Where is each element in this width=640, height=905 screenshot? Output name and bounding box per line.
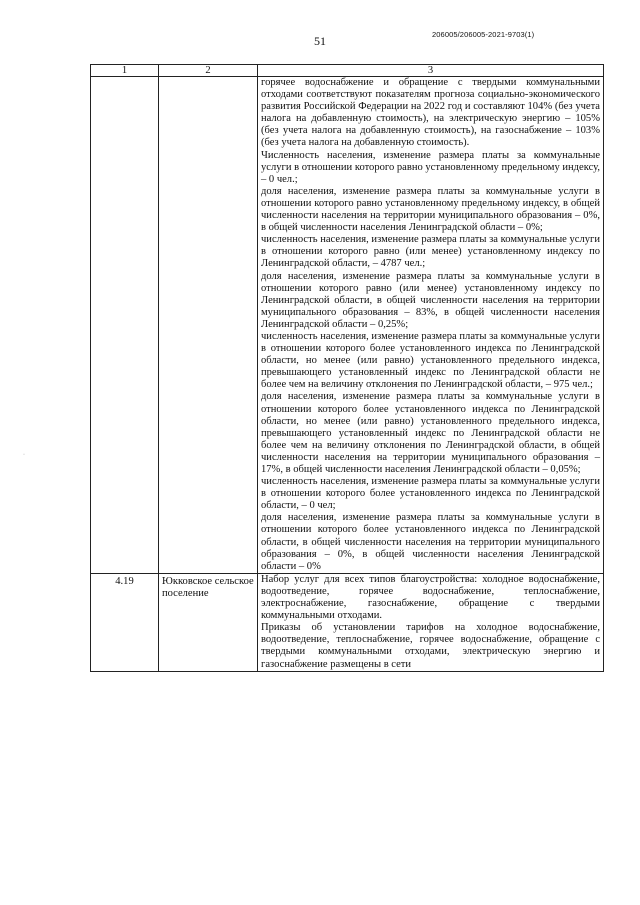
- paragraph: доля населения, изменение размера платы за коммунальные услуги в отношении которого более установленного индекса по Ленинградской области, в общей численности населения на территории муниципального образования – 0%, в общей численности населения Ленинградской области – 0%: [261, 512, 600, 572]
- cell-name-empty: [159, 77, 258, 574]
- cell-text-continuation: [258, 77, 604, 574]
- table-row-4-19: [91, 573, 604, 671]
- header-col-1: 1: [91, 65, 159, 77]
- paragraph: численность населения, изменение размера платы за коммунальные услуги в отношении которого более установленного индекса по Ленинградской области, но менее (или равно) установленного предельного индекса, превышающего установленный индекс по Ленинградской области не более чем на величину отклонения по Ленинградской области, – 975 чел.;: [261, 330, 600, 391]
- paragraph: горячее водоснабжение и обращение с твердыми коммунальными отходами соответствуют показателям прогноза социально-экономического развития Российской Федерации на 2022 год и составляют 104% (без учета налога на добавленную стоимость), на электрическую энергию – 105% (без учета налога на добавленную стоимость), на газоснабжение – 103% (без учета налога на добавленную стоимость).: [261, 77, 600, 149]
- header-col-2: 2: [159, 65, 258, 77]
- margin-mark: ·: [23, 452, 25, 458]
- paragraph: доля населения, изменение размера платы за коммунальные услуги в отношении которого равно (или менее) установленному индексу по Ленинградской области, в общей численности населения на территории муниципального образования – 83%, в общей численности населения Ленинградской области – 0,25%;: [261, 270, 600, 330]
- paragraph: численность населения, изменение размера платы за коммунальные услуги в отношении которого более установленного индекса по Ленинградской области, – 0 чел;: [261, 476, 600, 512]
- paragraph: численность населения, изменение размера платы за коммунальные услуги в отношении которого равно (или менее) установленному индексу по Ленинградской области, – 4787 чел.;: [261, 234, 600, 270]
- cell-row-text: [258, 573, 604, 671]
- cell-municipality-name: Юкковское сельское поселение: [159, 573, 258, 671]
- content-table: [90, 64, 604, 672]
- paragraph: Приказы об установлении тарифов на холодное водоснабжение, водоотведение, теплоснабжение, горячее водоснабжение, обращение с твердыми коммунальными отходами, электрическую энергию и газоснабжение размещены в сети: [261, 622, 600, 670]
- table-header-row: [91, 65, 604, 77]
- cell-number-empty: [91, 77, 159, 574]
- table-row-continuation: [91, 77, 604, 574]
- document-code: 206005/206005-2021-9703(1): [432, 30, 535, 39]
- paragraph: Набор услуг для всех типов благоустройства: холодное водоснабжение, водоотведение, горячее водоснабжение, теплоснабжение, электроснабжение, газоснабжение, обращение с твердыми коммунальными отходами.: [261, 573, 600, 622]
- header-col-3: 3: [258, 65, 604, 77]
- paragraph: Численность населения, изменение размера платы за коммунальные услуги в отношении которого равно установленному предельному индексу, – 0 чел.;: [261, 149, 600, 185]
- paragraph: доля населения, изменение размера платы за коммунальные услуги в отношении которого более установленного индекса по Ленинградской области, но менее (или равно) установленного предельного индекса, превышающего установленный индекс по Ленинградской области не более чем на величину отклонения по Ленинградской области, в общей численности населения на территории муниципального образования – 17%, в общей численности населения Ленинградской области – 0,05%;: [261, 391, 600, 475]
- cell-row-number: 4.19: [91, 573, 159, 671]
- paragraph: доля населения, изменение размера платы за коммунальные услуги в отношении которого равно установленному предельному индексу, в общей численности населения на территории муниципального образования – 0%, в общей численности населения Ленинградской области – 0%;: [261, 185, 600, 234]
- page-number: 51: [314, 34, 326, 48]
